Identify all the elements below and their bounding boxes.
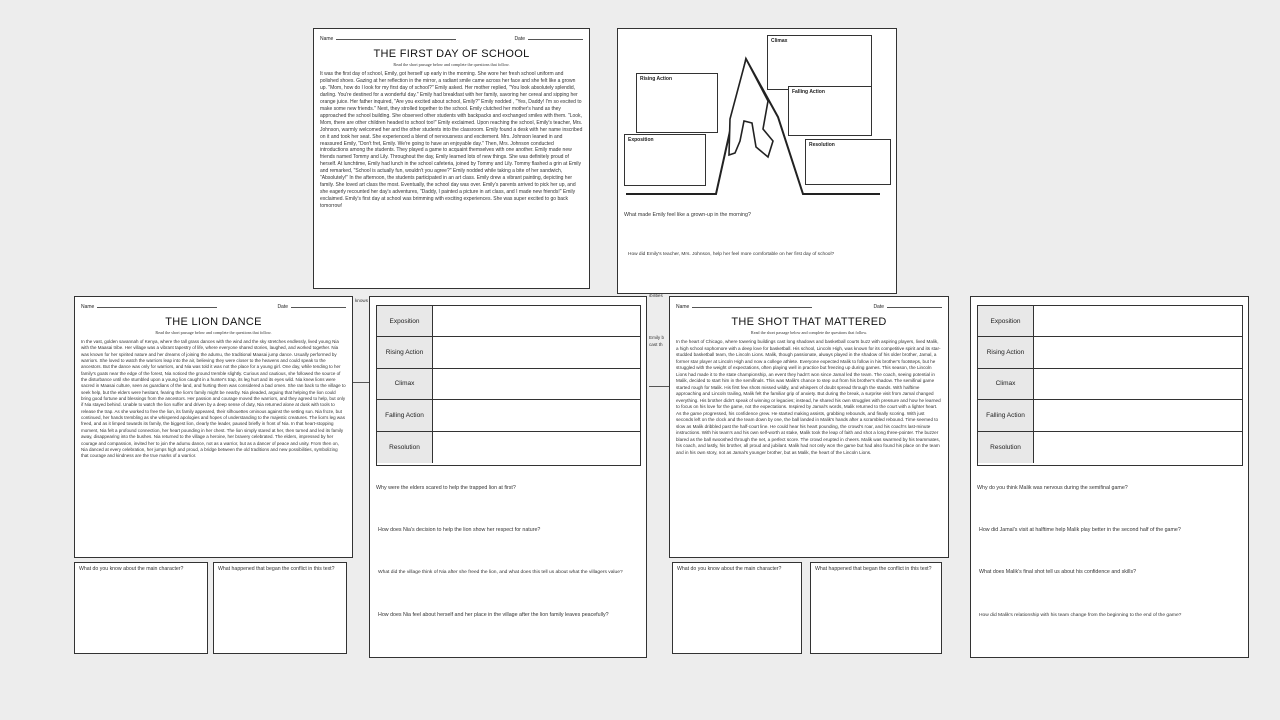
- date-field[interactable]: [291, 303, 346, 308]
- name-label: Name: [676, 304, 690, 310]
- worksheet-title: THE FIRST DAY OF SCHOOL: [373, 48, 530, 60]
- climax-answer[interactable]: [433, 369, 640, 399]
- main-character-box: What do you know about the main character?: [672, 562, 802, 654]
- question-1: What made Emily feel like a grown-up in the morning?: [624, 212, 751, 218]
- question-2: How does Nia's decision to help the lion show her respect for nature?: [378, 527, 541, 533]
- chart-row-rising-action: Rising Action: [978, 337, 1242, 368]
- chart-row-falling-action: Falling Action: [978, 400, 1242, 431]
- date-field[interactable]: [887, 303, 942, 308]
- chart-row-exposition: Exposition: [978, 306, 1242, 337]
- chart-row-exposition: Exposition: [377, 306, 640, 337]
- question-3: What did the village think of Nia after she freed the lion, and what does this tell us about what the villagers value?: [378, 570, 623, 575]
- date-field[interactable]: [528, 35, 583, 40]
- question-2: How did Jamal's visit at halftime help Malik play better in the second half of the game?: [979, 527, 1181, 533]
- climax-box: Climax: [767, 35, 872, 90]
- worksheet-title: THE LION DANCE: [165, 316, 262, 328]
- chart-row-climax: Climax: [377, 369, 640, 400]
- cropped-text-stub: cast th: [649, 342, 663, 347]
- name-field[interactable]: [97, 303, 217, 308]
- story-passage: It was the first day of school, Emily, got herself up early in the morning. She wore her fresh school uniform and polished shoes. Gazing at her reflection in the mirror, a radiant smile came across her face and she felt like a grown up. "Mom, how do I look for my first day of school?" Emily asked. Her mother replied, "You look absolutely splendid, darling. You're destined for a wonderful day." Emily had breakfast with her family, savoring her cereal and sipping her orange juice. Her father inquired, "Are you excited about school, Emily?" Emily nodded , "Yes, Daddy! I'm so excited to make some new friends." Next, they strolled together to the school. Emily clutched her mother's hand as they approached the school building. She observed other students with backpacks and exchanged smiles with them. "Look, Mom, there are other children headed to school too!" Emily exclaimed. Upon reaching the school, Emily's teacher, Mrs. Johnson, warmly welcomed her and the other students into the classroom. Emily found a desk with her name inscribed on it and took her seat. She experienced a blend of nervousness and excitement. Mrs. Johnson leaned in and reassured Emily, "Don't fret, Emily. We're going to have an enjoyable day." Then, Mrs. Johnson conducted introductions among the students. They played a game to acquaint themselves with one another. Emily made new friends named Tommy and Lily. Throughout the day, Emily learned lots of new things. She was definitely proud of herself. At lunchtime, Emily had lunch in the school cafeteria, joined by Tommy and Lily. Tommy flashed a grin at Emily and remarked, "School is actually fun, wouldn't you agree?" Emily nodded while taking a bite of her sandwich, "Absolutely!" In the afternoon, the students participated in an art class. Emily drew a vibrant painting, depicting her family. She loved art class the most. Eventually, the school day was over. Emily's parents arrived to pick her up, and she eagerly recounted her day's adventures, "Daddy, I painted a picture in art class, and I made new friends!" Emily exclaimed. Emily's first day at school was brimming with exciting experiences. She was super excited to go back tomorrow!: [320, 71, 583, 210]
- chart-row-falling-action: Falling Action: [377, 400, 640, 431]
- name-field[interactable]: [692, 303, 812, 308]
- question-3: What does Malik's final shot tell us about his confidence and skills?: [979, 569, 1137, 575]
- conflict-box: What happened that began the conflict in this text?: [213, 562, 347, 654]
- connector-line: [649, 386, 669, 387]
- question-4: How did Malik's relationship with his team change from the beginning to the end of the game?: [979, 613, 1182, 618]
- name-label: Name: [320, 36, 334, 42]
- name-field[interactable]: [336, 35, 456, 40]
- question-1: Why were the elders scared to help the trapped lion at first?: [376, 485, 516, 491]
- exposition-box: Exposition: [624, 134, 706, 186]
- falling-action-answer[interactable]: [433, 400, 640, 430]
- main-character-box: What do you know about the main character?: [74, 562, 208, 654]
- chart-row-rising-action: Rising Action: [377, 337, 640, 368]
- falling-action-box: Falling Action: [788, 86, 872, 136]
- resolution-answer[interactable]: [433, 432, 640, 463]
- climax-answer[interactable]: [1034, 369, 1242, 399]
- falling-action-answer[interactable]: [1034, 400, 1242, 430]
- story-passage: In the heart of Chicago, where towering buildings cast long shadows and basketball courts buzz with aspiring players, lived Malik, a high school sophomore with a deep love for basketball. His school, Lincoln High, was known for its competitive spirit and its star-studded basketball team, the Lincoln Lions. Malik, though passionate, always played in the shadow of his older brother, Jamal, a former star player at Lincoln High and now a college athlete. Everyone expected Malik to follow in his brother's footsteps, but he struggled with the weight of expectations, often playing well in practice but freezing up during games. This season, the Lincoln Lions had made it to the state championship, an event they hadn't won since Jamal led the team. The coach, seeing potential in Malik, decided to start him in the semifinals. This was Malik's chance to step out from his brother's shadow. The semifinal game started rough for Malik. His first few shots missed wildly, and whispers of doubt spread through the stands. With halftime approaching and Lincoln trailing, Malik felt the familiar grip of anxiety. But during the break, a surprise visit from Jamal changed everything. His brother didn't speak of winning or legacies; instead, he shared his own struggles with pressure and how he learned to focus on his love for the game, not the expectations. Inspired by Jamal's words, Malik returned to the court with a lighter heart. As the game progressed, his confidence grew. He started making assists, grabbing rebounds, and finally scoring. With just seconds left on the clock and the team down by one, the ball landed in Malik's hands after a scrambled rebound. Time seemed to slow as Malik dribbled past the half-court line. He could hear his heart pounding, the crowd's roar, and his coach's last-minute instructions. With his team's and his own self-worth at stake, Malik took the leap of faith and shot a long three-pointer. The buzzer blared as the ball swooshed through the net, a perfect score. The crowd erupted in cheers. Malik was swarmed by his teammates, his coach, and lastly, his brother, all proud and jubilant. Malik had not only won the game but had also found his place on the team and in his own story, not as Jamal's younger brother, but as Malik, the heart of the Lincoln Lions.: [676, 339, 941, 455]
- resolution-box: Resolution: [805, 139, 891, 185]
- conflict-box: What happened that began the conflict in this text?: [810, 562, 942, 654]
- instructions: Read the short passage below and complete the questions that follow.: [750, 330, 868, 335]
- cropped-text-stub: knows: [355, 298, 369, 303]
- lion-story-chart-sheet: [369, 296, 647, 658]
- rising-action-answer[interactable]: [433, 337, 640, 367]
- instructions: Read the short passage below and complete the questions that follow.: [155, 330, 272, 335]
- question-1: Why do you think Malik was nervous during the semifinal game?: [977, 485, 1128, 491]
- date-label: Date: [277, 304, 288, 310]
- name-label: Name: [81, 304, 95, 310]
- story-passage: In the vast, golden savannah of Kenya, where the tall grass dances with the wind and the sky stretches endlessly, lived young Nia with the Maasai tribe. Her village was a vibrant tapestry of life, where everyone shared stories, laughed, and worked together. Nia was known for her spirited nature and her dreams of joining the adumu, the traditional Maasai jump dance. Usually performed by warriors. She loved to watch the warriors leap into the air, believing they were closer to the heavens and could speak to the ancestors. But the dance was only for warriors, and Nia was told it was not the place for a young girl. One day, while tending to her family's goats near the edge of the forest, Nia noticed the ground tremble slightly. Curious and cautious, she followed the source of the disturbance until she stumbled upon a young lion caught in a hunter's trap, its leg hurt and its eyes wild. Nia knew lions were sacred in Maasai culture, seen as guardians of the land, and hurting them was considered a bad omen. She ran back to the village to seek help, but the elders were hesitant, fearing the lion's family might be nearby. Nia pleaded, arguing that helping the lion could bring good fortune and blessings from the ancestors. Her passion and courage moved the warriors, and they agreed to help, but only if Nia stayed behind. Unable to watch the lion suffer and driven by a deep sense of duty, Nia returned alone at dusk with tools to release the trap. As she worked to free the lion, its family appeared, their silhouettes ominous against the setting sun. Nia froze, but continued, her hands trembling as she whispered apologies and hopes of understanding to the majestic creatures. The lion's leg was freed, and as it limped towards its family, the biggest lion, clearly the leader, paused briefly in front of Nia. In that heart-stopping moment, Nia felt a profound connection, her heart pounding in her chest. The lion simply stared at her, then turned and led its family away, disappearing into the bushes. Nia returned to the village a heroine, her bravery celebrated. The elders, impressed by her courage and compassion, invited her to join the adumu dance, not as a warrior, but as a dancer of peace and unity. From then on, Nia danced at every celebration, her jumps high and proud, a bridge between the old traditions and new possibilities, symbolizing that courage and kindness are the true marks of a warrior.: [81, 339, 346, 459]
- instructions: Read the short passage below and complete the questions that follow.: [393, 62, 510, 67]
- question-4: How does Nia feel about herself and her place in the village after the lion family leaves peacefully?: [378, 612, 609, 618]
- rising-action-answer[interactable]: [1034, 337, 1242, 367]
- lion-dance-passage-sheet: [74, 296, 353, 558]
- cropped-text-stub: ibilities: [649, 293, 663, 298]
- date-label: Date: [873, 304, 884, 310]
- rising-action-box: Rising Action: [636, 73, 718, 133]
- exposition-answer[interactable]: [433, 306, 640, 336]
- worksheet-title: THE SHOT THAT MATTERED: [731, 316, 887, 328]
- exposition-answer[interactable]: [1034, 306, 1242, 336]
- question-2: How did Emily's teacher, Mrs. Johnson, help her feel more comfortable on her first day of school?: [628, 252, 835, 257]
- chart-row-climax: Climax: [978, 369, 1242, 400]
- connector-line: [353, 382, 369, 383]
- shot-passage-sheet: [669, 296, 949, 558]
- story-elements-chart: [376, 305, 641, 466]
- date-label: Date: [514, 36, 525, 42]
- resolution-answer[interactable]: [1034, 432, 1242, 463]
- first-day-passage-sheet: [313, 28, 590, 289]
- cropped-text-stub: Emily b: [649, 335, 665, 340]
- shot-story-chart-sheet: [970, 296, 1249, 658]
- plot-diagram-sheet: [617, 28, 897, 294]
- chart-row-resolution: Resolution: [377, 432, 640, 463]
- chart-row-resolution: Resolution: [978, 432, 1242, 463]
- story-elements-chart: [977, 305, 1243, 466]
